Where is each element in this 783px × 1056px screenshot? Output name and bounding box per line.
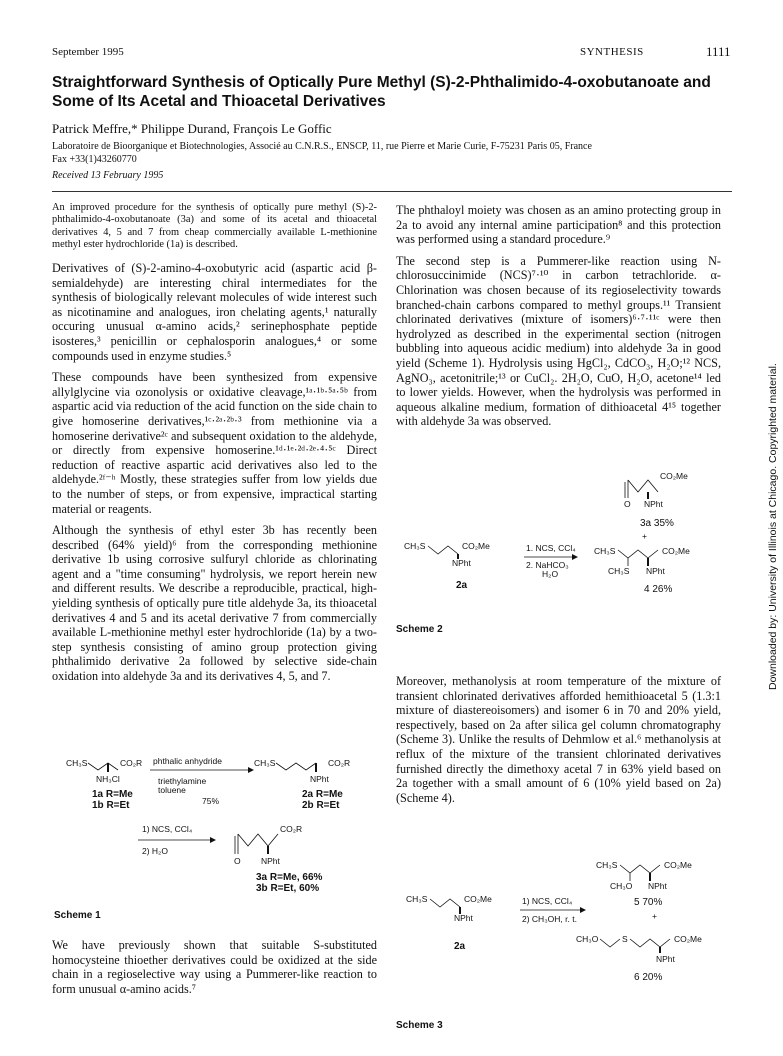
s2-p1-id: 3a 35% bbox=[640, 518, 674, 529]
left-column bbox=[52, 261, 377, 691]
paragraph: The phthaloyl moiety was chosen as an amino protecting group in 2a to avoid any internal amine participation⁸ and this protection was performed using a standard procedure.⁹ bbox=[396, 203, 721, 247]
s1-p-id-a: 2a R=Me bbox=[302, 789, 343, 800]
s1-ald-o: O bbox=[234, 856, 241, 866]
s1-ald-co: CO₂R bbox=[280, 824, 303, 834]
s2-plus: + bbox=[642, 531, 647, 541]
paper-title: Straightforward Synthesis of Optically Pure Methyl (S)-2-Phthalimido-4-oxobutanoate and Some of Its Acetal and Thioacetal Derivatives bbox=[52, 74, 711, 110]
s2-p2-s: CH₃S bbox=[608, 566, 630, 576]
authors: Patrick Meffre,* Philippe Durand, François Le Goffic bbox=[52, 121, 332, 136]
s1-p-id-b: 2b R=Et bbox=[302, 800, 340, 811]
s1-sm-n: NH₃Cl bbox=[96, 774, 120, 784]
affiliation-text: Laboratoire de Bioorganique et Biotechnologies, Associé au C.N.R.S., ENSCP, 11, rue Pierre et Marie Curie, F-75231 Paris 05, France bbox=[52, 141, 592, 152]
s2-p1-co: CO₂Me bbox=[660, 471, 688, 481]
s3-sm-id: 2a bbox=[454, 941, 466, 952]
left-column-end bbox=[52, 938, 377, 1003]
s1-sm-id-a: 1a R=Me bbox=[92, 789, 133, 800]
s1-step-a: 1) NCS, CCl₄ bbox=[142, 824, 193, 834]
scheme-1 bbox=[52, 740, 382, 930]
s1-p-n: NPht bbox=[310, 774, 329, 784]
s3-p1-n: NPht bbox=[648, 881, 667, 891]
s3-sm-left: CH₃S bbox=[406, 894, 428, 904]
s3-sm-right: CO₂Me bbox=[464, 894, 492, 904]
s1-ald-n: NPht bbox=[261, 856, 280, 866]
s3-p2-s: S bbox=[622, 934, 628, 944]
s2-p2-n: NPht bbox=[646, 566, 665, 576]
scheme-3-caption: Scheme 3 bbox=[396, 1020, 443, 1031]
s1-sm-right: CO₂R bbox=[120, 758, 143, 768]
s1-sm-left: CH₃S bbox=[66, 758, 88, 768]
s3-plus: + bbox=[652, 911, 657, 921]
s1-reagent-mid: triethylamine bbox=[158, 776, 207, 786]
s3-p1-o: CH₃O bbox=[610, 881, 633, 891]
paragraph: The second step is a Pummerer-like reaction using N-chlorosuccinimide (NCS)⁷·¹⁰ in carbon tetrachloride. α-Chlorination was chosen because of its regioselectivity towards branched-chain carbons compared to methyl groups.¹¹ Transient chlorinated derivatives (mixture of isomers)⁶·⁷·¹¹ᶜ were then hydrolyzed as described in the experimental section (nitrogen bubbling into aqueous acidic medium) into aldehyde 3a in good yield (Scheme 1). Hydrolysis using HgCl₂, CdCO₃, H₂O;¹² NCS, AgNO₃, acetonitrile;¹³ or CuCl₂. 2H₂O, CuO, H₂O, acetone¹⁴ led to lower yields. However, when the hydrolysis was performed in aqueous alkaline medium, formation of dithioacetal 4¹⁵ together with aldehyde 3a was observed. bbox=[396, 253, 721, 429]
s1-yield: 75% bbox=[202, 796, 220, 806]
s3-p1-left: CH₃S bbox=[596, 860, 618, 870]
s3-step-b: 2) CH₃OH, r. t. bbox=[522, 914, 577, 924]
header-journal: SYNTHESIS bbox=[580, 46, 644, 58]
paragraph: Although the synthesis of ethyl ester 3b has recently been described (64% yield)⁶ from the corresponding methionine derivative 1b using corrosive sulfuryl chloride as chlorinating agent and a "time consuming" hydrolysis, we report herein new and different results. We describe a reproducible, practical, high-yielding synthesis of optically pure title aldehyde 3a, its thioacetal derivatives 4 and 5 and its acetal derivative 7 from commercially available L-methionine methyl ester hydrochloride (1a) by a two-step synthesis consisting of amino group protection giving phthalimido derivative 2a followed by selective side-chain oxidation into aldehyde 3a and its derivatives 4, 5, and 7. bbox=[52, 523, 377, 684]
s2-sm-right: CO₂Me bbox=[462, 541, 490, 551]
s2-p2-co: CO₂Me bbox=[662, 546, 690, 556]
divider bbox=[52, 191, 732, 192]
paragraph: These compounds have been synthesized from expensive allylglycine via ozonolysis or oxidative cleavage,¹ᵃ·¹ᵇ·⁵ᵃ·⁵ᵇ from aspartic acid via reduction of the acid function on the side chain to give homoserine derivatives,¹ᶜ·²ᵃ·²ᵇ·³ from methionine via a homoserine derivative²ᶜ and subsequent oxidation to the aldehyde, or directly from expensive homoserine.¹ᵈ·¹ᵉ·²ᵈ·²ᵉ·⁴·⁵ᶜ Direct reduction of reactive aspartic acid derivatives also led to the aldehyde.²ᶠ⁻ʰ Mostly, these strategies suffer from low yields due to the number of steps, or from expensive, impractical starting material or reagents. bbox=[52, 370, 377, 516]
s2-p1-n: NPht bbox=[644, 499, 663, 509]
s3-sm-n: NPht bbox=[454, 913, 473, 923]
s2-sm-n: NPht bbox=[452, 558, 471, 568]
paragraph: We have previously shown that suitable S-substituted homocysteine thioether derivatives could be oxidized at the side chain in a regioselective way using a Pummerer-like reaction to form unusual α-amino acids.⁷ bbox=[52, 938, 377, 996]
s2-p1-o: O bbox=[624, 499, 631, 509]
paragraph: Moreover, methanolysis at room temperature of the mixture of transient chlorinated derivatives afforded hemithioacetal 5 (1.3:1 mixture of diastereoisomers) and isomer 6 in 70 and 20% yield, respectively, based on 2a after silica gel column chromatography (Scheme 3). Unlike the results of Dehmlow et al.⁶ methanolysis at reflux of the mixture of the transient chlorinated derivatives furnished directly the dimethoxy acetal 7 in 63% yield based on 2a together with a small amount of 6 (10% yield based on 2a) (Scheme 4). bbox=[396, 674, 721, 805]
header-date: September 1995 bbox=[52, 46, 124, 58]
fax: Fax +33(1)43260770 bbox=[52, 154, 137, 165]
received-date: Received 13 February 1995 bbox=[52, 170, 164, 181]
s1-ald-id-b: 3b R=Et, 60% bbox=[256, 883, 320, 894]
s1-p-right: CO₂R bbox=[328, 758, 351, 768]
abstract: An improved procedure for the synthesis of optically pure methyl (S)-2-phthalimido-4-oxobutanoate (3a) and some of its acetal and thioacetal derivatives 4, 5 and 7 from cheap commercially available L-methionine methyl ester hydrochloride (1a) is described. bbox=[52, 202, 377, 250]
s3-step-a: 1) NCS, CCl₄ bbox=[522, 896, 573, 906]
s1-sm-id-b: 1b R=Et bbox=[92, 800, 130, 811]
scheme-3 bbox=[396, 854, 736, 1034]
s2-sm-id: 2a bbox=[456, 580, 468, 591]
s3-p1-id: 5 70% bbox=[634, 897, 663, 908]
right-column-continued bbox=[396, 674, 721, 812]
s2-sm-left: CH₃S bbox=[404, 541, 426, 551]
s1-ald-id-a: 3a R=Me, 66% bbox=[256, 872, 323, 883]
s3-p1-co: CO₂Me bbox=[664, 860, 692, 870]
right-column bbox=[396, 203, 721, 436]
paragraph: Derivatives of (S)-2-amino-4-oxobutyric acid (aspartic acid β-semialdehyde) are interesting chiral intermediates for the synthesis of biologically relevant molecules of wide interest such as nicotinamine and analogues, iron chelating agents,¹ naturally occuring unusual α-amino acids,² serinephosphate peptide isosteres,³ penicillin or cephalosporin analogues,⁴ or some compounds used in enzyme studies.⁵ bbox=[52, 261, 377, 363]
scheme-2-caption: Scheme 2 bbox=[396, 624, 443, 635]
s3-p2-left: CH₃O bbox=[576, 934, 599, 944]
s2-step-a: 1. NCS, CCl₄ bbox=[526, 543, 576, 553]
s2-step-c: H₂O bbox=[542, 569, 559, 579]
affiliation bbox=[52, 140, 722, 166]
s3-p2-id: 6 20% bbox=[634, 972, 663, 983]
s1-p-left: CH₃S bbox=[254, 758, 276, 768]
s2-p2-left: CH₃S bbox=[594, 546, 616, 556]
header-page-number: 1111 bbox=[706, 44, 731, 59]
s3-p2-co: CO₂Me bbox=[674, 934, 702, 944]
s2-p2-id: 4 26% bbox=[644, 584, 673, 595]
s3-p2-n: NPht bbox=[656, 954, 675, 964]
copyright-sidebar: Downloaded by: University of Illinois at Chicago. Copyrighted material. bbox=[767, 363, 779, 690]
scheme-1-caption: Scheme 1 bbox=[54, 910, 101, 921]
scheme-2 bbox=[396, 462, 736, 642]
s1-reagent-top: phthalic anhydride bbox=[153, 756, 222, 766]
s1-reagent-bot: toluene bbox=[158, 785, 186, 795]
s2-step-b: 2. NaHCO₃ bbox=[526, 560, 569, 570]
s1-step-b: 2) H₂O bbox=[142, 846, 168, 856]
